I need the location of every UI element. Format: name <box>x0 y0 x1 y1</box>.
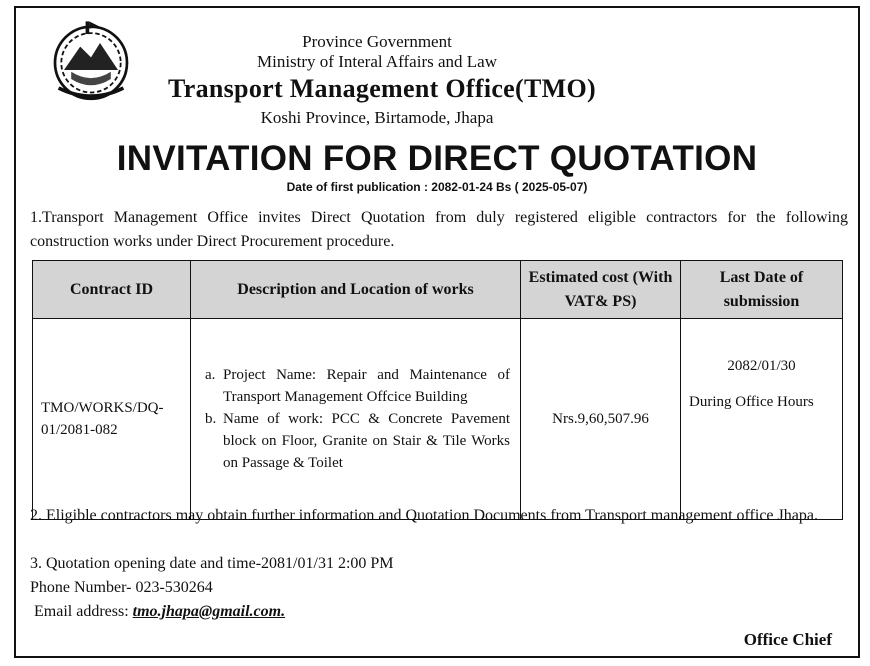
paragraph-invitation: 1.Transport Management Office invites Direct Quotation from duly registered eligible contractors for the following construction works under Direct Procurement procedure. <box>30 209 848 250</box>
list-marker: b. <box>205 411 217 427</box>
table-row <box>33 319 843 520</box>
work-name-text: Name of work: PCC & Concrete Pavement block on Floor, Granite on Stair & Tile Works on Passage & Toilet <box>223 411 510 471</box>
office-address: Koshi Province, Birtamode, Jhapa <box>260 108 494 127</box>
header-contract-id: Contract ID <box>33 261 191 319</box>
submission-date: 2082/01/30 <box>727 358 796 374</box>
email-label: Email address: <box>34 603 129 620</box>
list-item <box>205 408 510 474</box>
estimated-cost-cell: Nrs.9,60,507.96 <box>521 319 681 520</box>
works-list <box>205 364 510 474</box>
project-name-text: Project Name: Repair and Maintenance of Transport Management Offcice Building <box>223 367 510 405</box>
publication-date: Date of first publication : 2082-01-24 Bs ( 2025-05-07) <box>286 180 588 194</box>
contract-id-cell: TMO/WORKS/DQ-01/2081-082 <box>33 319 191 520</box>
notice-page <box>14 6 860 658</box>
office-name: Transport Management Office(TMO) <box>168 74 596 103</box>
works-table <box>32 260 843 520</box>
last-date-cell <box>681 319 843 520</box>
province-government-line: Province Government <box>302 32 452 51</box>
list-item <box>205 364 510 408</box>
ministry-line: Ministry of Interal Affairs and Law <box>257 52 497 71</box>
header-last-date: Last Date of submission <box>681 261 843 319</box>
list-marker: a. <box>205 367 216 383</box>
notice-title: INVITATION FOR DIRECT QUOTATION <box>116 139 758 178</box>
email-line <box>34 600 854 624</box>
email-address-link[interactable]: tmo.jhapa@gmail.com. <box>132 603 286 620</box>
paragraph-opening: 3. Quotation opening date and time-2081/01/31 2:00 PM <box>30 555 394 572</box>
table-header-row <box>33 261 843 319</box>
paragraph-documents: 2. Eligible contractors may obtain further information and Quotation Documents from Transport management office Jhapa. <box>30 507 818 524</box>
signature-office-chief: Office Chief <box>743 630 832 649</box>
header-description: Description and Location of works <box>191 261 521 319</box>
phone-number: Phone Number- 023-530264 <box>30 579 213 596</box>
header-estimated-cost: Estimated cost (With VAT& PS) <box>521 261 681 319</box>
description-cell <box>191 319 521 520</box>
submission-hours: During Office Hours <box>689 394 814 410</box>
